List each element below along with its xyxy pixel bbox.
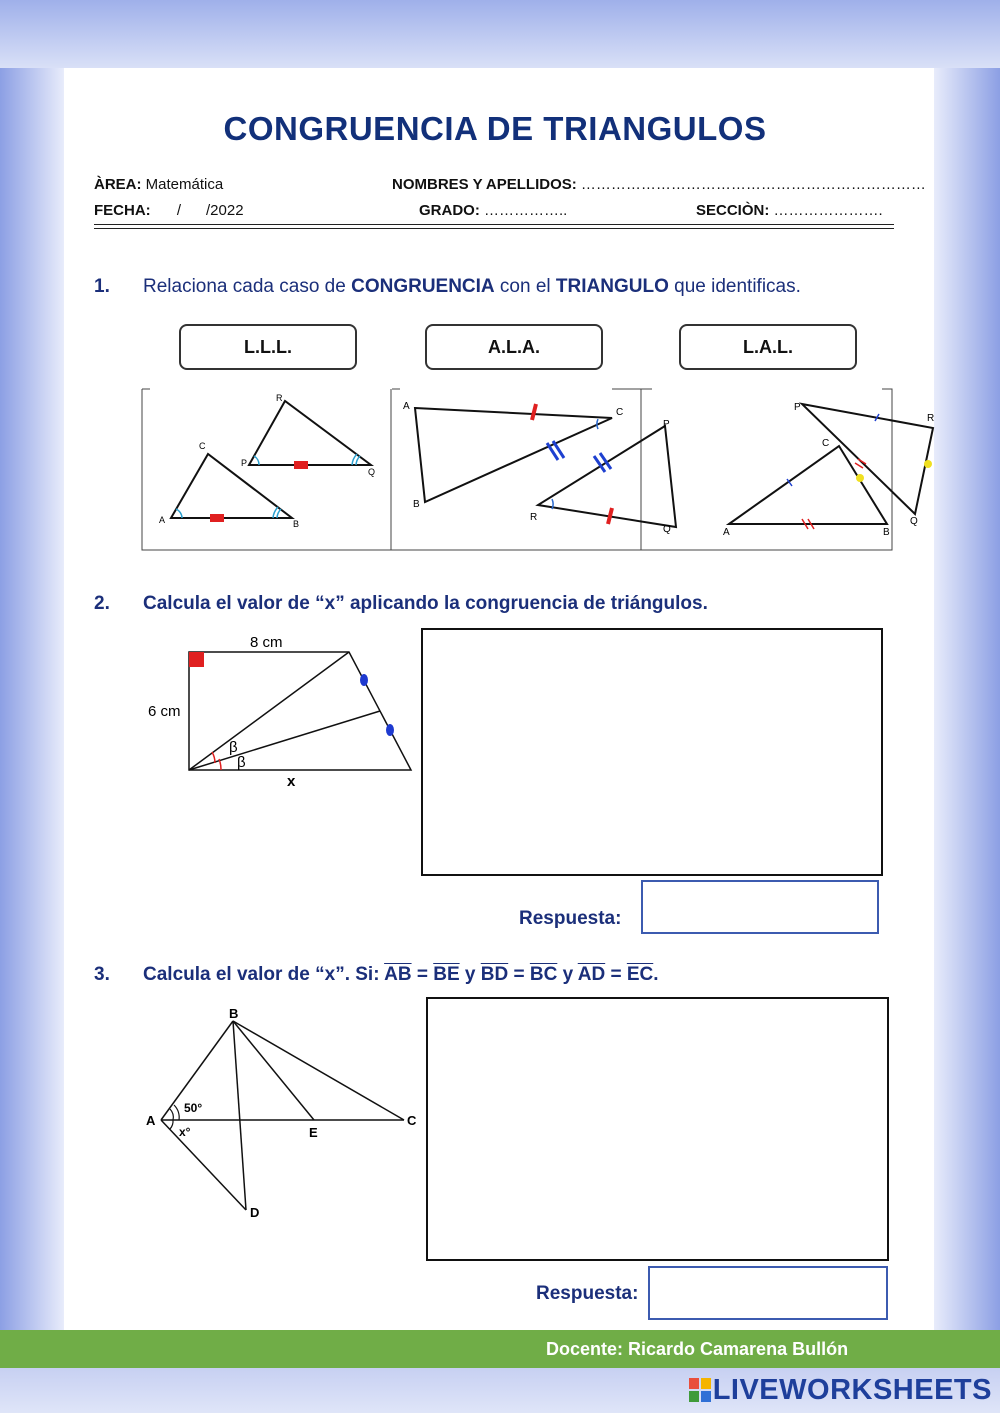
q2-text: Calcula el valor de “x” aplicando la congruencia de triángulos. [143,593,708,614]
triangle-abc-2[interactable] [415,408,612,502]
q1-text-a: Relaciona cada caso de [143,276,352,297]
bisector [189,711,380,770]
frame-left [0,68,64,1330]
segment-bd: $\overline{BD}$ [480,964,509,985]
segment-ec: $\overline{EC}$ [626,964,654,985]
header-rule [94,224,894,225]
date-label: FECHA: [94,202,151,219]
area-value: Matemática [145,176,224,193]
label-r3: R [927,413,935,424]
q3-number: 3. [94,964,110,985]
label-p: P [241,458,248,468]
label-a: A [159,515,166,525]
bottom-bar [0,1368,1000,1413]
label-c2: C [616,407,624,418]
label-q2: Q [663,524,671,535]
point-mark [924,460,932,468]
q1-text-e: que identificas. [668,276,801,297]
side-mark [547,441,564,460]
header-rule-double [94,228,894,229]
segment-ab: $\overline{AB}$ [384,964,412,985]
area-field [94,176,223,193]
q3-y-1: y [459,964,481,985]
label-b: B [293,519,300,529]
label-a2: A [403,401,410,412]
side-mark [855,459,866,468]
q2-answer-input[interactable] [641,880,879,934]
q3-text [143,964,659,986]
angle-mark [552,499,553,509]
q3-text-a: Calcula el valor de “x”. Si: [143,964,385,985]
side-mark [294,461,308,469]
label-8cm: 8 cm [250,634,283,651]
equal-mark [386,724,394,736]
fig3-triangles[interactable] [723,402,934,538]
label-b2: B [413,499,420,510]
label-r2: R [530,512,538,523]
triangle-abc[interactable] [171,454,292,518]
area-label: ÀREA: [94,176,142,193]
side-mark [210,514,224,522]
q3-eq-2: = [508,964,530,985]
label-p2: P [663,419,670,430]
case-lll-button[interactable]: L.L.L. [179,324,357,370]
case-lal-button[interactable]: L.A.L. [679,324,857,370]
side-mark [532,404,536,420]
segment-ad: $\overline{AD}$ [577,964,606,985]
fig1-triangles[interactable] [159,393,375,529]
segment-bc: $\overline{BC}$ [529,964,558,985]
label-p3: P [794,402,801,413]
segment-bd-line [233,1021,246,1210]
liveworksheets-logo-icon [689,1378,711,1402]
grade-blank[interactable]: …………….. [484,202,568,219]
q1-text [143,276,801,298]
section-field[interactable] [696,202,883,219]
q3-eq-1: = [411,964,434,985]
label-a3: A [723,527,730,538]
section-blank[interactable]: …………………. [773,202,883,219]
q3-answer-label: Respuesta: [536,1283,639,1304]
side-mark [608,508,612,524]
equal-mark [360,674,368,686]
q1-figures [142,386,935,552]
names-field[interactable] [392,176,926,193]
frame-right [934,68,1000,1330]
point-mark [856,474,864,482]
triangle-abc-3[interactable] [729,446,887,524]
label-q: Q [368,467,376,477]
fig2-triangles[interactable] [403,401,676,535]
q3-answer-input[interactable] [648,1266,888,1320]
names-label: NOMBRES Y APELLIDOS: [392,176,577,193]
q3-figure [139,1003,424,1223]
teacher-name: Docente: Ricardo Camarena Bullón [546,1339,849,1359]
case-ala-button[interactable]: A.L.A. [425,324,603,370]
q3-end: . [653,964,659,985]
names-blank[interactable]: …………………………………………………………… [580,176,926,193]
q2-number: 2. [94,593,110,614]
label-b: B [229,1006,239,1021]
label-50deg: 50° [184,1101,203,1115]
date-field[interactable] [94,202,244,219]
q2-answer-label: Respuesta: [519,908,622,929]
page-title: CONGRUENCIA DE TRIANGULOS [223,110,767,147]
q1-number: 1. [94,276,110,297]
angle-mark [254,456,259,465]
label-b3: B [883,527,890,538]
date-value[interactable]: / /2022 [176,202,244,219]
q3-work-area[interactable] [426,997,889,1261]
label-6cm: 6 cm [148,703,181,720]
segment-ad-line [161,1120,246,1210]
label-q3: Q [910,516,918,527]
q3-eq-3: = [605,964,627,985]
segment-be-line [233,1021,314,1120]
q1-text-d: TRIANGULO [555,276,669,297]
q2-figure [144,630,419,790]
q1-text-b: CONGRUENCIA [351,276,495,297]
label-c3: C [822,438,830,449]
label-d: D [250,1205,260,1220]
label-c: C [407,1113,417,1128]
section-label: SECCIÒN: [696,202,770,219]
liveworksheets-brand[interactable] [689,1374,992,1407]
q2-work-area[interactable] [421,628,883,876]
segment-bc-line [233,1021,404,1120]
segment-be: $\overline{BE}$ [433,964,460,985]
label-r: R [276,393,283,403]
brand-name: LIVEWORKSHEETS [712,1374,992,1406]
q1-text-c: con el [494,276,556,297]
q3-y-2: y [557,964,578,985]
label-beta-2: β [237,754,246,771]
angle-mark [170,1105,179,1129]
grade-field[interactable] [419,202,567,219]
frame-top [0,0,1000,68]
right-angle-mark [189,652,204,667]
triangle-pqr[interactable] [249,401,371,465]
label-a: A [146,1113,156,1128]
footer-bar [0,1330,1000,1368]
label-beta-1: β [229,739,238,756]
angle-mark [176,509,182,518]
grade-label: GRADO: [419,202,480,219]
label-e: E [309,1125,318,1140]
label-c: C [199,441,206,451]
worksheet-page [64,68,934,1330]
label-x-deg: x° [179,1125,191,1139]
label-x: x [287,773,296,790]
